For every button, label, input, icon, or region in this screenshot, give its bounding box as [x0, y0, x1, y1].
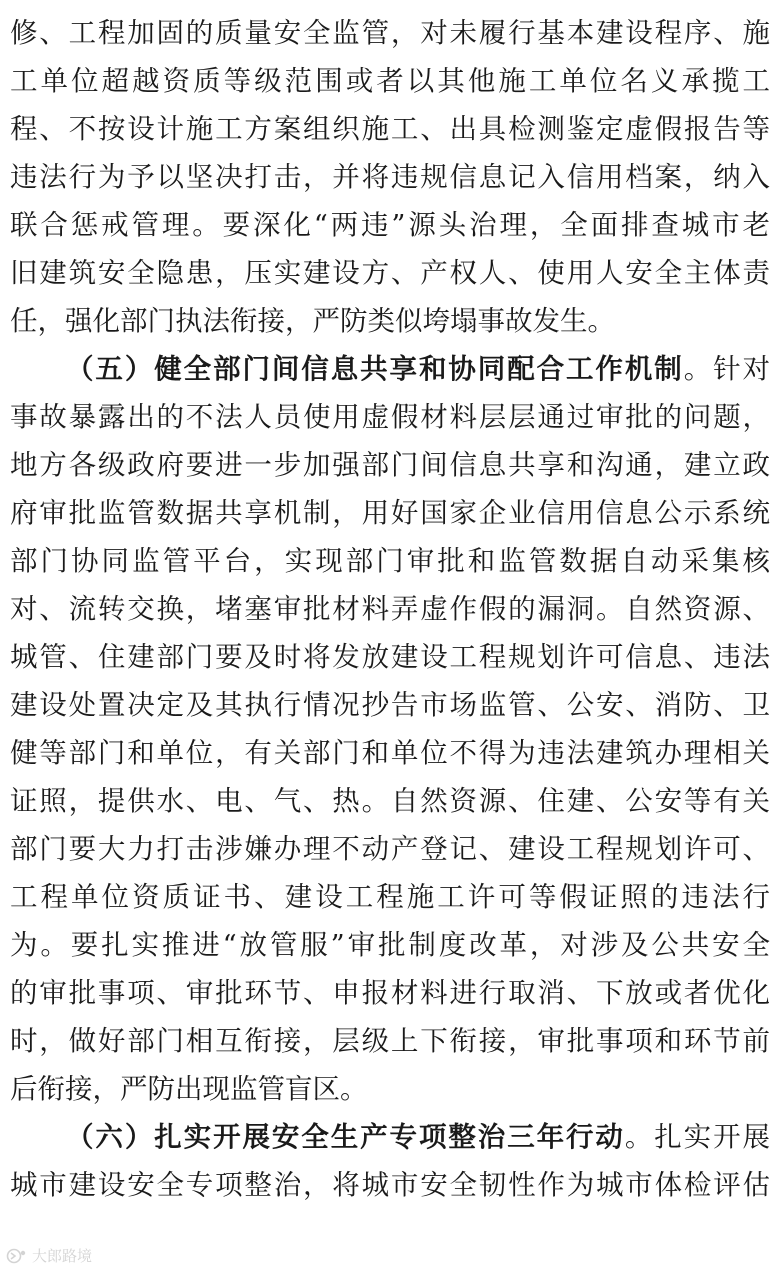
text-line: 城市建设安全专项整治，将城市安全韧性作为城市体检评估 [10, 1169, 770, 1201]
section-heading-line [10, 345, 770, 393]
text-line: 时，做好部门相互衔接，层级上下衔接，审批事项和环节前 [10, 1025, 770, 1057]
section-six [10, 1113, 770, 1209]
text-line: 证照，提供水、电、气、热。自然资源、住建、公安等有关 [10, 785, 770, 817]
text-line: 部门协同监管平台，实现部门审批和监管数据自动采集核 [10, 545, 770, 577]
document-page [10, 0, 770, 1209]
text-line: 程、不按设计施工方案组织施工、出具检测鉴定虚假报告等 [10, 113, 770, 145]
text-line: 为。要扎实推进“放管服”审批制度改革，对涉及公共安全 [10, 929, 770, 961]
section-five [10, 345, 770, 1113]
text-line: 违法行为予以坚决打击，并将违规信息记入信用档案，纳入 [10, 161, 770, 193]
watermark-text: 大郎路境 [32, 1247, 93, 1265]
text-line: 城管、住建部门要及时将发放建设工程规划许可信息、违法 [10, 641, 770, 673]
paragraph-continuation [10, 9, 770, 345]
heading-line-rest: 。扎实开展 [624, 1121, 770, 1153]
text-line: 地方各级政府要进一步加强部门间信息共享和沟通，建立政 [10, 449, 770, 481]
text-line: 健等部门和单位，有关部门和单位不得为违法建筑办理相关 [10, 737, 770, 769]
text-line: 联合惩戒管理。要深化“两违”源头治理，全面排查城市老 [10, 209, 770, 241]
text-line: 建设处置决定及其执行情况抄告市场监管、公安、消防、卫 [10, 689, 770, 721]
text-line: 修、工程加固的质量安全监管，对未履行基本建设程序、施 [10, 17, 770, 49]
watermark [6, 1245, 92, 1266]
text-line: 工程单位资质证书、建设工程施工许可等假证照的违法行 [10, 881, 770, 913]
logo-icon [6, 1247, 28, 1265]
text-line: 后衔接，严防出现监管盲区。 [10, 1073, 368, 1105]
text-line: 对、流转交换，堵塞审批材料弄虚作假的漏洞。自然资源、 [10, 593, 770, 625]
text-line: 事故暴露出的不法人员使用虚假材料层层通过审批的问题， [10, 401, 770, 433]
text-line: 工单位超越资质等级范围或者以其他施工单位名义承揽工 [10, 65, 770, 97]
text-line: 的审批事项、审批环节、申报材料进行取消、下放或者优化 [10, 977, 770, 1009]
section-heading: （六）扎实开展安全生产专项整治三年行动 [66, 1121, 625, 1153]
text-line: 旧建筑安全隐患，压实建设方、产权人、使用人安全主体责 [10, 257, 770, 289]
section-heading: （五）健全部门间信息共享和协同配合工作机制 [66, 353, 684, 385]
heading-line-rest: 。针对 [683, 353, 770, 385]
text-line: 部门要大力打击涉嫌办理不动产登记、建设工程规划许可、 [10, 833, 770, 865]
text-line: 任，强化部门执法衔接，严防类似垮塌事故发生。 [10, 305, 615, 337]
section-heading-line [10, 1113, 770, 1161]
text-line: 府审批监管数据共享机制，用好国家企业信用信息公示系统 [10, 497, 770, 529]
